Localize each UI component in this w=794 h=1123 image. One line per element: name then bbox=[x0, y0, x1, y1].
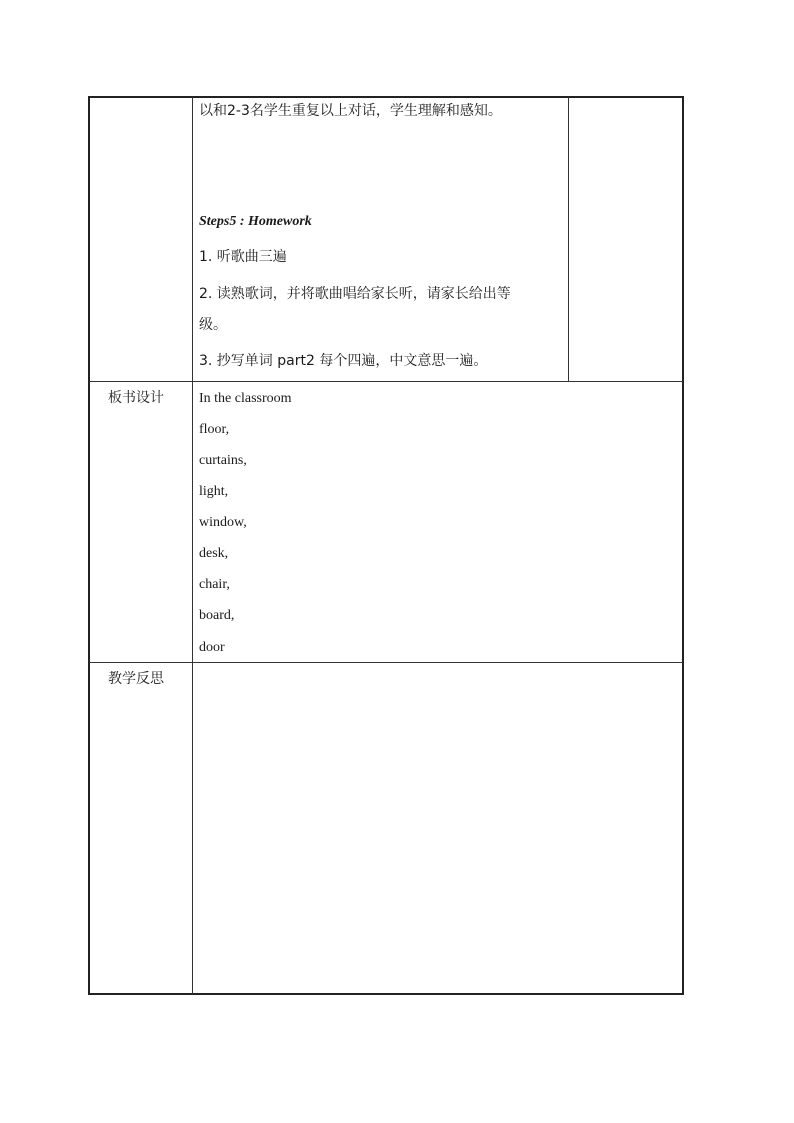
board-word-window: window, bbox=[199, 515, 247, 530]
homework-item-2-line-2: 级。 bbox=[199, 317, 227, 333]
teaching-reflection-label: 教学反思 bbox=[108, 671, 164, 687]
homework-item-3: 3. 抄写单词 part2 每个四遍，中文意思一遍。 bbox=[199, 353, 488, 369]
column-divider-right bbox=[568, 97, 569, 381]
board-word-chair: chair, bbox=[199, 577, 230, 592]
lesson-plan-table bbox=[88, 96, 684, 995]
board-word-desk: desk, bbox=[199, 546, 229, 561]
dialog-note: 以和2-3名学生重复以上对话，学生理解和感知。 bbox=[199, 103, 502, 119]
board-word-curtains: curtains, bbox=[199, 453, 247, 468]
board-title: In the classroom bbox=[199, 391, 292, 406]
row-divider-2 bbox=[89, 662, 683, 663]
homework-item-1: 1. 听歌曲三遍 bbox=[199, 249, 287, 265]
board-word-light: light, bbox=[199, 484, 229, 499]
board-word-door: door bbox=[199, 640, 225, 655]
board-word-board: board, bbox=[199, 608, 235, 623]
column-divider-left bbox=[192, 97, 193, 994]
homework-heading: Steps5 : Homework bbox=[199, 214, 312, 229]
row-divider-1 bbox=[89, 381, 683, 382]
homework-item-2-line-1: 2. 读熟歌词，并将歌曲唱给家长听，请家长给出等 bbox=[199, 286, 511, 302]
board-word-floor: floor, bbox=[199, 422, 230, 437]
board-design-label: 板书设计 bbox=[108, 390, 164, 406]
